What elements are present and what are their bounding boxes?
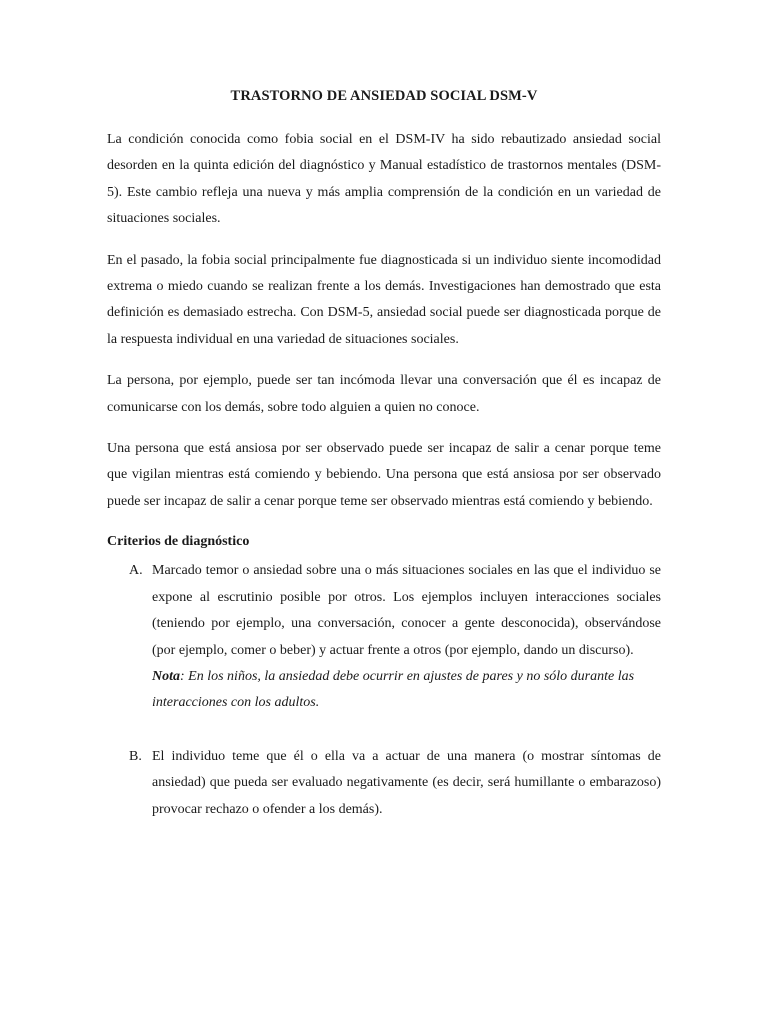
note-label: Nota bbox=[152, 668, 180, 684]
criterion-b bbox=[107, 744, 661, 823]
criterion-a-text: Marcado temor o ansiedad sobre una o más situaciones sociales en las que el individuo se expone al escrutinio posible por otros. Los ejemplos incluyen interacciones sociales (teniendo por ejemplo, una conversación, conocer a gente desconocida), observándose (por ejemplo, comer o beber) y actuar frente a otros (por ejemplo, dando un discurso). bbox=[152, 563, 661, 658]
criteria-list bbox=[107, 558, 661, 823]
criterion-a-marker: A. bbox=[129, 563, 143, 579]
criteria-heading: Criterios de diagnóstico bbox=[107, 534, 250, 550]
paragraph-past: En el pasado, la fobia social principalmente fue diagnosticada si un individuo siente incomodidad extrema o miedo cuando se realizan frente a los demás. Investigaciones han demostrado que esta definición es demasiado estrecha. Con DSM-5, ansiedad social puede ser diagnosticada porque de la respuesta individual en una variedad de situaciones sociales. bbox=[107, 252, 661, 347]
criterion-a-note bbox=[152, 664, 661, 717]
criterion-b-marker: B. bbox=[129, 748, 142, 764]
paragraph-observed: Una persona que está ansiosa por ser observado puede ser incapaz de salir a cenar porque teme que vigilan mientras está comiendo y bebiendo. Una persona que está ansiosa por ser observado puede ser incapaz de salir a cenar porque teme ser observado mientras está comiendo y bebiendo. bbox=[107, 441, 661, 509]
paragraph-intro: La condición conocida como fobia social en el DSM-IV ha sido rebautizado ansiedad social desorden en la quinta edición del diagnóstico y Manual estadístico de trastornos mentales (DSM-5). Este cambio refleja una nueva y más amplia comprensión de la condición en un variedad de situaciones sociales. bbox=[107, 132, 661, 227]
criterion-b-text: El individuo teme que él o ella va a actuar de una manera (o mostrar síntomas de ansiedad) que pueda ser evaluado negativamente (es decir, será humillante o embarazoso) provocar rechazo o ofender a los demás). bbox=[152, 748, 661, 817]
paragraph-example: La persona, por ejemplo, puede ser tan incómoda llevar una conversación que él es incapaz de comunicarse con los demás, sobre todo alguien a quien no conoce. bbox=[107, 373, 661, 415]
note-text: : En los niños, la ansiedad debe ocurrir en ajustes de pares y no sólo durante las interacciones con los adultos. bbox=[152, 668, 635, 711]
criterion-a bbox=[107, 558, 661, 716]
document-page bbox=[107, 88, 661, 823]
document-title: TRASTORNO DE ANSIEDAD SOCIAL DSM-V bbox=[230, 88, 538, 104]
